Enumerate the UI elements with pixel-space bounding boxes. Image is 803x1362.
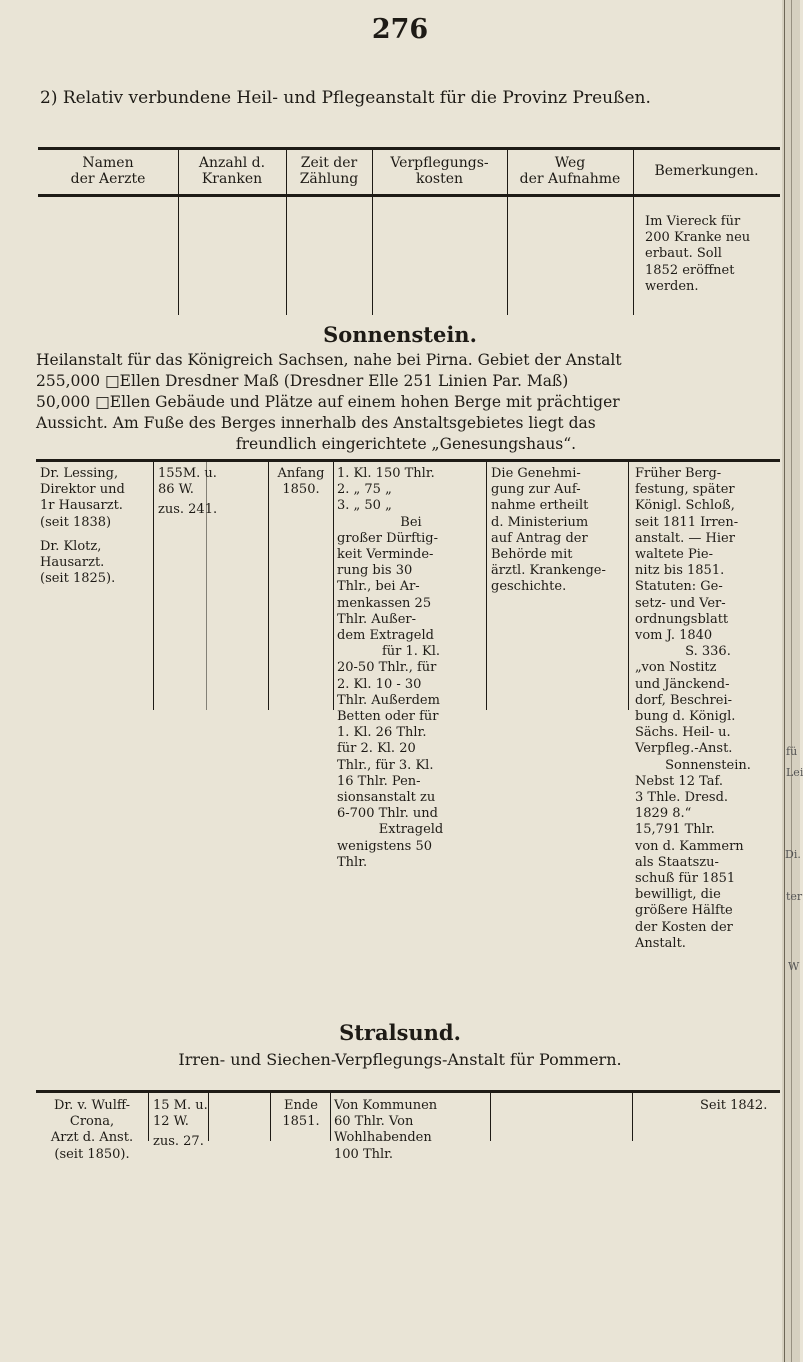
- stralsund-subtitle: Irren- und Siechen-Verpflegungs-Anstalt für Pommern.: [178, 1050, 622, 1069]
- margin-fragment: Lei: [786, 766, 803, 779]
- patient-count-cell-stralsund: 15 M. u. 12 W. zus. 27.: [153, 1098, 208, 1150]
- count-time-cell-stralsund: Ende 1851.: [282, 1098, 320, 1130]
- admission-cell: Die Genehmi- gung zur Auf- nahme ertheilt d. Ministerium auf Antrag der Behörde mit ärztl. Krankenge- geschichte.: [491, 466, 606, 595]
- remarks-cell: Im Viereck für 200 Kranke neu erbaut. Soll 1852 eröffnet werden.: [645, 214, 751, 294]
- column-header-patients: Anzahl d. Kranken: [198, 155, 266, 187]
- page-number: 276: [371, 14, 429, 45]
- doctor-cell-stralsund: Dr. v. Wulff- Crona, Arzt d. Anst. (seit 1850).: [50, 1098, 134, 1162]
- page-edge-strip: [782, 0, 803, 1362]
- margin-fragment: W: [788, 960, 800, 973]
- section-heading: 2) Relativ verbundene Heil- und Pflegeanstalt für die Provinz Preußen.: [40, 88, 651, 108]
- doctors-cell: Dr. Lessing, Direktor und 1r Hausarzt. (seit 1838) Dr. Klotz, Hausarzt. (seit 1825).: [40, 466, 125, 587]
- costs-cell-stralsund: Von Kommunen 60 Thlr. Von Wohlhabenden 100 Thlr.: [334, 1098, 438, 1162]
- margin-fragment: ter: [786, 890, 803, 903]
- column-header-remarks: Bemerkungen.: [654, 163, 759, 179]
- margin-fragment: Di.: [785, 848, 801, 861]
- section-title-sonnenstein: Sonnenstein.: [323, 322, 477, 347]
- column-header-costs: Verpflegungs- kosten: [390, 155, 489, 187]
- margin-fragment: fü: [786, 745, 798, 758]
- remarks-cell-stralsund: Seit 1842.: [700, 1098, 768, 1113]
- count-time-cell: Anfang 1850.: [277, 466, 325, 498]
- remarks-cell-sonnenstein: Früher Berg- festung, später Königl. Schloß, seit 1811 Irren- anstalt. — Hier waltete Pie- nitz bis 1851. Statuten: Ge- setz- und Ver- ordnungsblatt vom J. 1840 S. 336. „von Nostitz und Jänckend- dorf, Beschrei- bung d. Königl. Sächs. Heil- u. Verpfleg.-Anst. Sonnenstein. Nebst 12 Taf. 3 Thle. Dresd. 1829 8.“ 15,791 Thlr. von d. Kammern als Staatszu- schuß für 1851 bewilligt, die größere Hälfte der Kosten der Anstalt.: [635, 466, 751, 951]
- column-header-names: Namen der Aerzte: [70, 155, 146, 187]
- column-header-admission: Weg der Aufnahme: [519, 155, 621, 187]
- column-header-count-time: Zeit der Zählung: [299, 155, 359, 187]
- patient-count-cell: 155M. u. 86 W. zus. 241.: [158, 466, 218, 518]
- sonnenstein-paragraph: Heilanstalt für das Königreich Sachsen, nahe bei Pirna. Gebiet der Anstalt 255,000 □Ellen Dresdner Maß (Dresdner Elle 251 Linien Par. Maß) 50,000 □Ellen Gebäude und Plätze auf einem hohen Berge mit prächtiger Aussicht. Am Fuße des Berges innerhalb des Anstaltsgebietes liegt das freundlich eingerichtete „Genesungshaus“.: [36, 351, 622, 453]
- costs-cell: 1. Kl. 150 Thlr. 2. „ 75 „ 3. „ 50 „ Bei großer Dürftig- keit Verminde- rung bis 30 Thlr., bei Ar- menkassen 25 Thlr. Außer- dem Extrageld für 1. Kl. 20-50 Thlr., für 2. Kl. 10 - 30 Thlr. Außerdem Betten oder für 1. Kl. 26 Thlr. für 2. Kl. 20 Thlr., für 3. Kl. 16 Thlr. Pen- sionsanstalt zu 6-700 Thlr. und Extrageld wenigstens 50 Thlr.: [337, 466, 444, 870]
- section-title-stralsund: Stralsund.: [339, 1020, 461, 1045]
